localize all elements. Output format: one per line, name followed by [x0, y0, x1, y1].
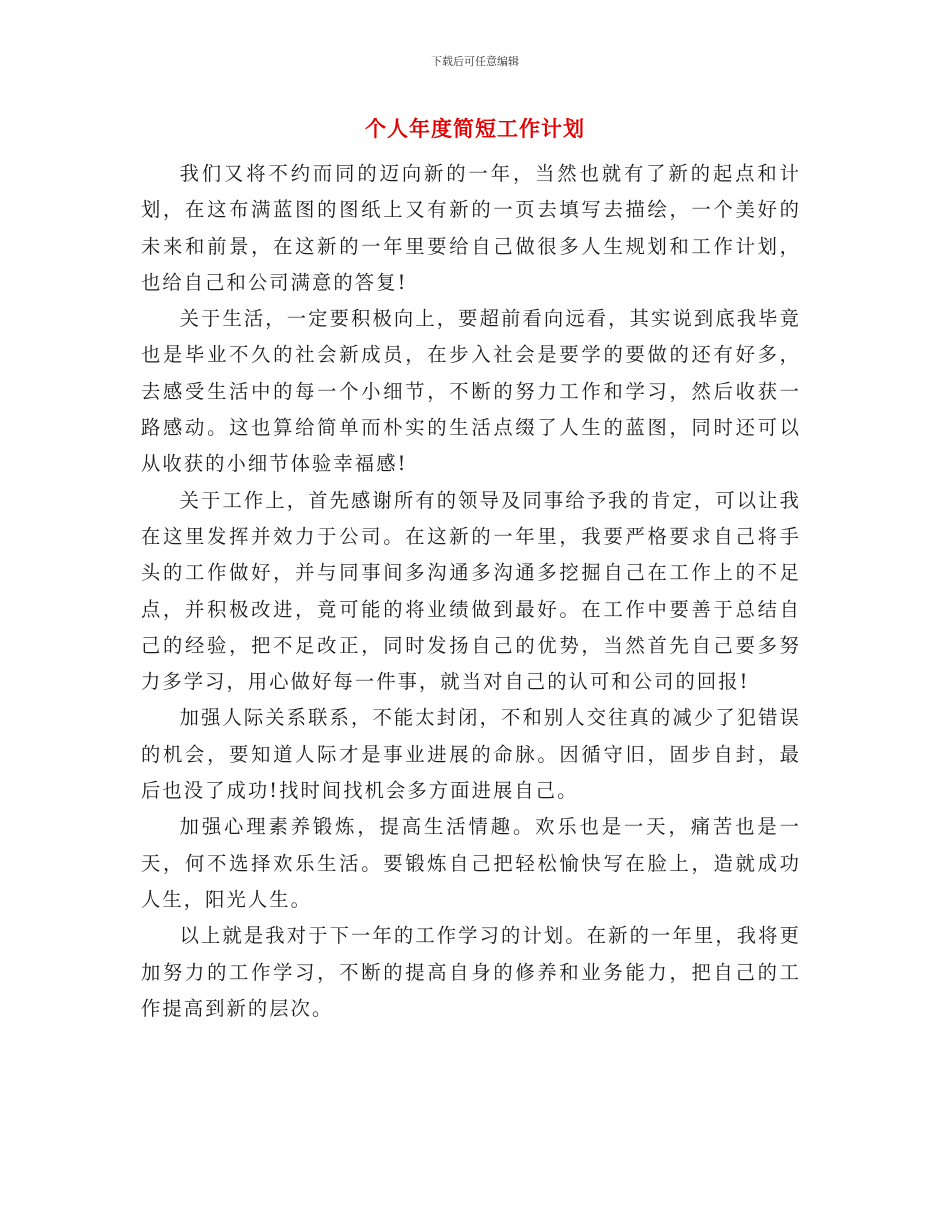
paragraph-conclusion: 以上就是我对于下一年的工作学习的计划。在新的一年里，我将更加努力的工作学习，不断的提高自身的修养和业务能力，把自己的工作提高到新的层次。 — [141, 924, 801, 1020]
paragraph-intro: 我们又将不约而同的迈向新的一年，当然也就有了新的起点和计划，在这布满蓝图的图纸上又有新的一页去填写去描绘，一个美好的未来和前景，在这新的一年里要给自己做很多人生规划和工作计划，也给自己和公司满意的答复! — [141, 162, 801, 294]
paragraph-relationships: 加强人际关系联系，不能太封闭，不和别人交往真的减少了犯错误的机会，要知道人际才是事业进展的命脉。因循守旧，固步自封，最后也没了成功!找时间找机会多方面进展自己。 — [141, 706, 801, 803]
paragraph-mindset: 加强心理素养锻炼，提高生活情趣。欢乐也是一天，痛苦也是一天，何不选择欢乐生活。要锻炼自己把轻松愉快写在脸上，造就成功人生，阳光人生。 — [141, 815, 801, 911]
document-title: 个人年度简短工作计划 — [365, 117, 585, 141]
paragraph-work: 关于工作上，首先感谢所有的领导及同事给予我的肯定，可以让我在这里发挥并效力于公司。在这新的一年里，我要严格要求自己将手头的工作做好，并与同事间多沟通多沟通多挖掘自己在工作上的不足点，并积极改进，竟可能的将业绩做到最好。在工作中要善于总结自己的经验，把不足改正，同时发扬自己的优势，当然首先自己要多努力多学习，用心做好每一件事，就当对自己的认可和公司的回报! — [141, 488, 801, 694]
paragraph-life: 关于生活，一定要积极向上，要超前看向远看，其实说到底我毕竟也是毕业不久的社会新成员，在步入社会是要学的要做的还有好多，去感受生活中的每一个小细节，不断的努力工作和学习，然后收获一路感动。这也算给简单而朴实的生活点缀了人生的蓝图，同时还可以从收获的小细节体验幸福感! — [141, 307, 801, 476]
header-note: 下载后可任意编辑 — [431, 55, 519, 68]
document-body — [141, 156, 801, 1027]
